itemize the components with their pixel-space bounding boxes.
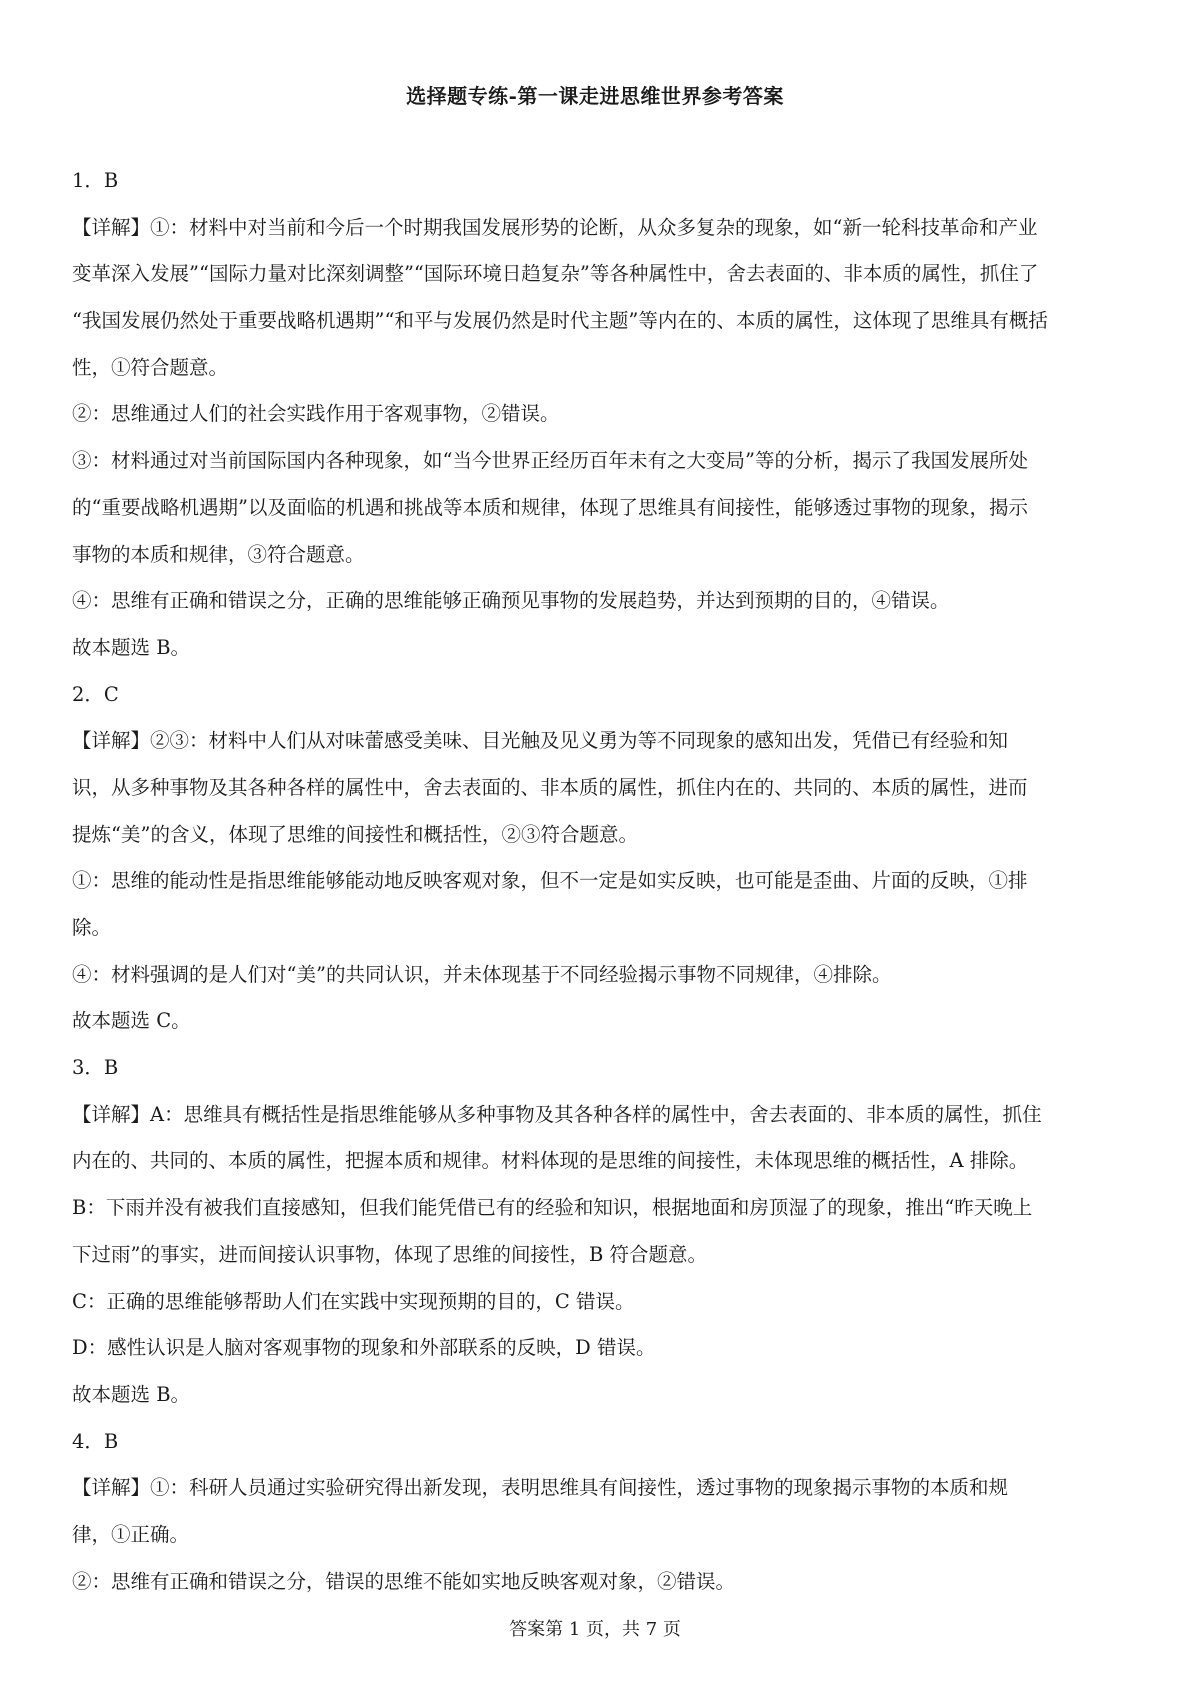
text-line: 律，①正确。	[72, 1522, 190, 1546]
text-line: ②：思维有正确和错误之分，错误的思维不能如实地反映客观对象，②错误。	[72, 1569, 736, 1593]
text-line: 提炼“美”的含义，体现了思维的间接性和概括性，②③符合题意。	[72, 822, 638, 846]
text-line: 事物的本质和规律，③符合题意。	[72, 542, 365, 566]
page-title: 选择题专练-第一课走进思维世界参考答案	[406, 84, 784, 108]
answer-body	[72, 158, 1120, 1605]
text-line: 故本题选 B。	[72, 1382, 191, 1406]
text-line: ①：思维的能动性是指思维能够能动地反映客观对象，但不一定是如实反映，也可能是歪曲、片面的反映，①排	[72, 869, 1028, 893]
text-line: C：正确的思维能够帮助人们在实践中实现预期的目的，C 错误。	[72, 1289, 635, 1313]
text-line: 识，从多种事物及其各种各样的属性中，舍去表面的、非本质的属性，抓住内在的、共同的、本质的属性，进而	[72, 775, 1028, 799]
text-line: 【详解】①：科研人员通过实验研究得出新发现，表明思维具有间接性，透过事物的现象揭示事物的本质和规	[72, 1476, 1009, 1500]
text-line: ②：思维通过人们的社会实践作用于客观事物，②错误。	[72, 402, 560, 426]
text-line: 的“重要战略机遇期”以及面临的机遇和挑战等本质和规律，体现了思维具有间接性，能够透过事物的现象，揭示	[72, 495, 1028, 519]
text-line: 1．B	[72, 169, 119, 192]
text-line: 下过雨”的事实，进而间接认识事物，体现了思维的间接性，B 符合题意。	[72, 1242, 707, 1266]
text-line: 【详解】A：思维具有概括性是指思维能够从多种事物及其各种各样的属性中，舍去表面的、非本质的属性，抓住	[72, 1102, 1042, 1126]
text-line: “我国发展仍然处于重要战略机遇期”“和平与发展仍然是时代主题”等内在的、本质的属性，这体现了思维具有概括	[72, 309, 1048, 333]
text-line: D：感性认识是人脑对客观事物的现象和外部联系的反映，D 错误。	[72, 1336, 656, 1360]
text-line: 【详解】②③：材料中人们从对味蕾感受美味、目光触及见义勇为等不同现象的感知出发，凭借已有经验和知	[72, 729, 1009, 753]
text-line: ④：材料强调的是人们对“美”的共同认识，并未体现基于不同经验揭示事物不同规律，④排除。	[72, 962, 892, 986]
text-line: 故本题选 B。	[72, 635, 191, 659]
text-line: 内在的、共同的、本质的属性，把握本质和规律。材料体现的是思维的间接性，未体现思维的概括性，A 排除。	[72, 1149, 1029, 1173]
text-line: 3．B	[72, 1056, 119, 1080]
text-line: 除。	[72, 916, 112, 939]
text-line: 性，①符合题意。	[72, 355, 229, 379]
text-line: B：下雨并没有被我们直接感知，但我们能凭借已有的经验和知识，根据地面和房顶湿了的现象，推出“昨天晚上	[72, 1196, 1033, 1220]
text-line: 4．B	[72, 1429, 119, 1453]
page-footer: 答案第 1 页，共 7 页	[509, 1619, 681, 1640]
text-line: 2．C	[72, 682, 119, 706]
text-line: ④：思维有正确和错误之分，正确的思维能够正确预见事物的发展趋势，并达到预期的目的，④错误。	[72, 589, 950, 613]
text-line: ③：材料通过对当前国际国内各种现象，如“当今世界正经历百年未有之大变局”等的分析，揭示了我国发展所处	[72, 449, 1028, 473]
text-line: 故本题选 C。	[72, 1009, 191, 1033]
text-line: 变革深入发展”“国际力量对比深刻调整”“国际环境日趋复杂”等各种属性中，舍去表面的、非本质的属性，抓住了	[72, 262, 1039, 286]
text-line: 【详解】①：材料中对当前和今后一个时期我国发展形势的论断，从众多复杂的现象，如“新一轮科技革命和产业	[72, 215, 1038, 239]
